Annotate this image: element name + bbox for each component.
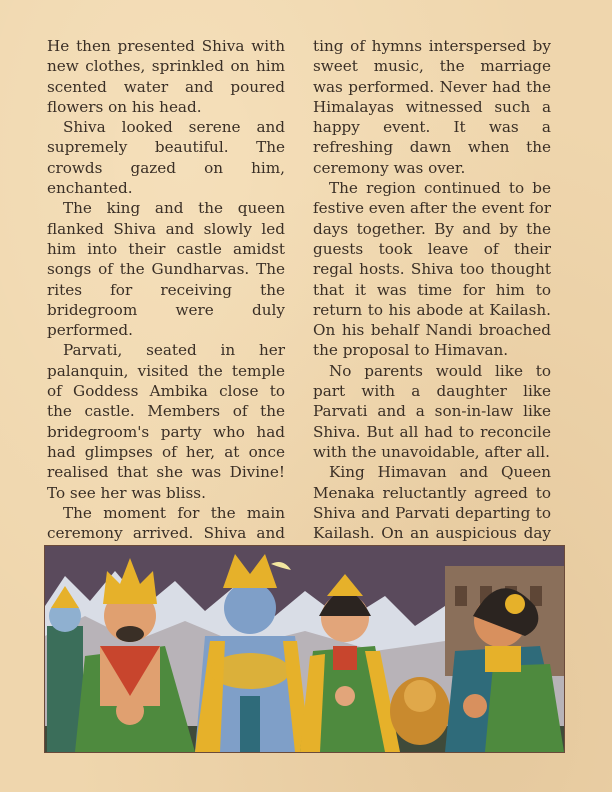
paragraph: The moment for the main ceremony arrived. Shiva and (47, 503, 285, 543)
paragraph: The king and the queen flanked Shiva and slowly led him into their castle amidst songs of the Gundharvas. The rites for receiving the bridegroom were duly performed. (47, 199, 285, 340)
paragraph: He then presented Shiva with new clothes, sprinkled on him scented water and poured flowers on his head. (47, 37, 285, 116)
paragraph: Shiva looked serene and supremely beautiful. The crowds gazed on him, enchanted. (47, 118, 285, 198)
paragraph: ting of hymns interspersed by sweet music, the marriage was performed. Never had the Himalayas witnessed such a happy event. It was a refreshing dawn when the ceremony was over. (313, 37, 551, 177)
text-column-left (47, 36, 285, 604)
illustration-wedding-party (44, 545, 565, 753)
paragraph: The region continued to be festive even after the event for days together. By and by the guests took leave of their regal hosts. Shiva too thought that it was time for him to return to his abode at Kailash. On his behalf Nandi broached the proposal to Himavan. (313, 179, 551, 360)
text-column-right (313, 36, 551, 564)
paragraph: No parents would like to part with a daughter like Parvati and a son-in-law like Shiva. But all had to reconcile with the unavoidable, after all. (313, 361, 551, 461)
paragraph: Parvati, seated in her palanquin, visited the temple of Goddess Ambika close to the castle. Members of the bridegroom's party who had had glimpses of her, at once realised that she was Divine! To see her was bliss. (47, 341, 285, 502)
lion-figure (390, 677, 450, 745)
paragraph: King Himavan and Queen Menaka reluctantly agreed to Shiva and Parvati departing to Kailash. On an auspicious day (313, 463, 551, 543)
